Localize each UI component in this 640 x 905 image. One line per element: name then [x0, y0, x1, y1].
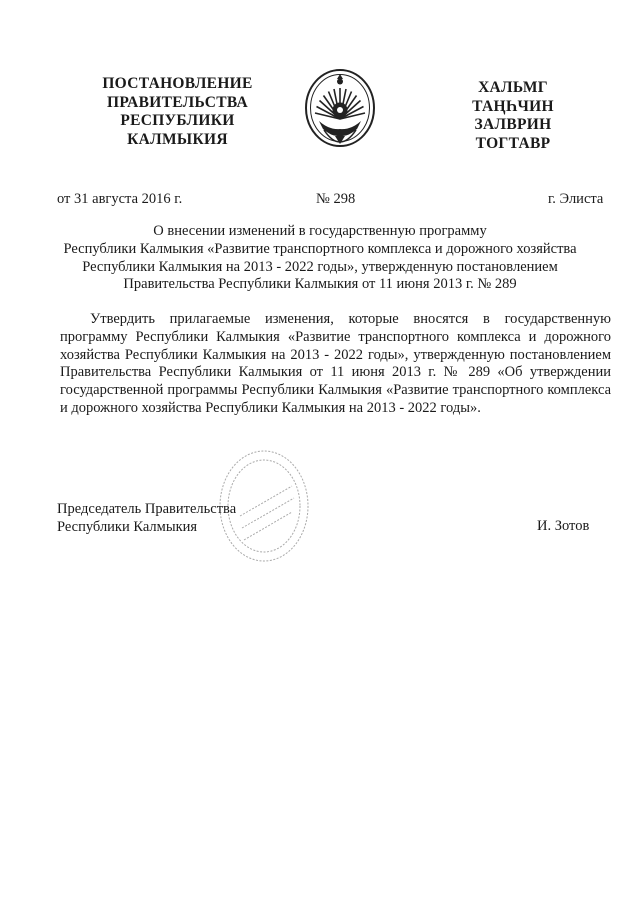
document-city: г. Элиста [548, 191, 604, 207]
signer-title-line: Председатель Правительства [57, 501, 237, 517]
header-right-line: ХАЛЬМГ [478, 79, 548, 96]
header-left-line: ПОСТАНОВЛЕНИЕ [102, 75, 253, 92]
header-left-line: РЕСПУБЛИКИ [120, 112, 235, 129]
signer-title-line: Республики Калмыкия [57, 519, 198, 535]
document-subject [40, 223, 600, 294]
header-right-line: ТОГТАВР [475, 134, 551, 152]
subject-line: О внесении изменений в государственную программу [153, 223, 487, 239]
body-paragraph: Утвердить прилагаемые изменения, которые вносятся в государственную программу Республики Калмыкия «Развитие транспортного комплекса и дорожного хозяйства Республики Калмыкия на 2013 - 2022 годы», утвержденную постановлением Правительства Республики Калмыкия от 11 июня 2013 г. № 289 «Об утверждении государственной программы Республики Калмыкия «Развитие транспортного комплекса и дорожного хозяйства Республики Калмыкия на 2013 - 2022 годы». [60, 311, 611, 416]
document-number: № 298 [316, 191, 356, 207]
subject-line: Республики Калмыкия «Развитие транспортного комплекса и дорожного хозяйства [63, 240, 577, 257]
header-left-line: ПРАВИТЕЛЬСТВА [106, 93, 248, 111]
document-date: от 31 августа 2016 г. [57, 191, 183, 207]
header-left-title [100, 75, 255, 149]
signer-name: И. Зотов [537, 518, 590, 534]
header-right-line: ЗАЛВРИН [474, 116, 552, 133]
signer-title [57, 500, 236, 536]
subject-line: Республики Калмыкия на 2013 - 2022 годы», утвержденную постановлением [82, 258, 558, 275]
header-left-line: КАЛМЫКИЯ [127, 130, 228, 148]
header-right-title [448, 79, 578, 153]
header-right-line: ТАҢҺЧИН [472, 97, 554, 115]
subject-line: Правительства Республики Калмыкия от 11 июня 2013 г. № 289 [123, 276, 517, 293]
republic-emblem-icon [301, 63, 379, 149]
